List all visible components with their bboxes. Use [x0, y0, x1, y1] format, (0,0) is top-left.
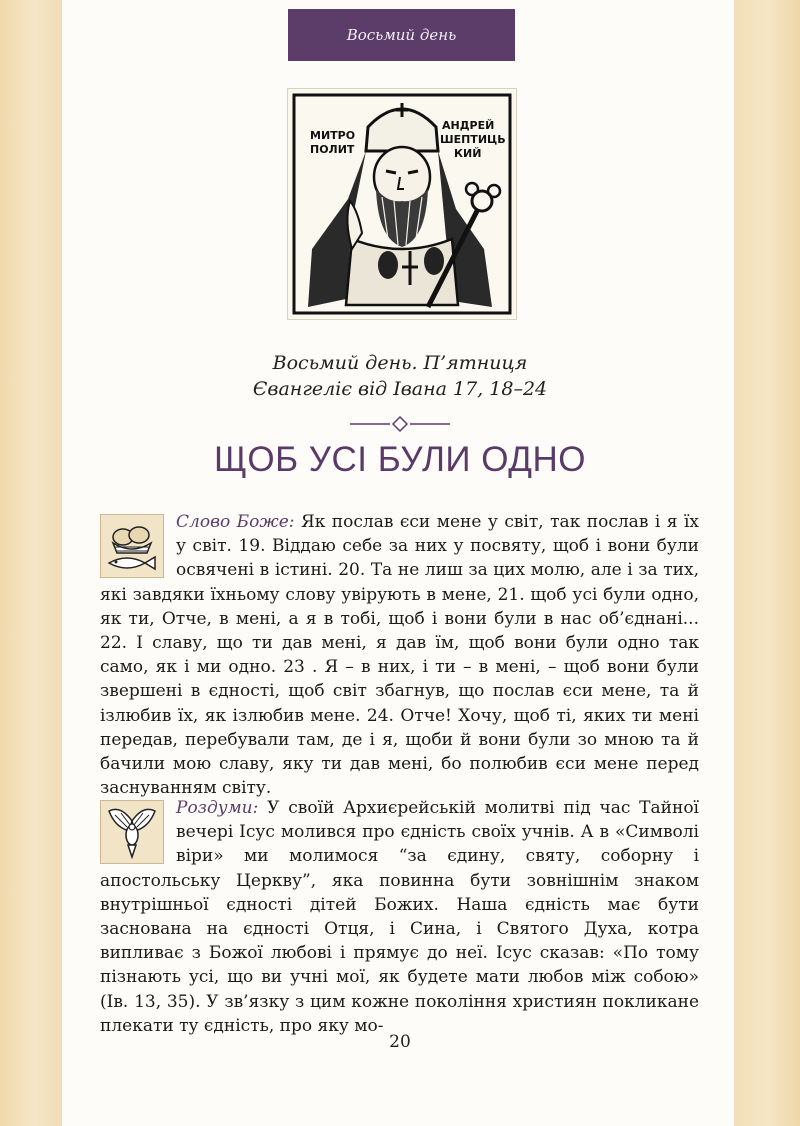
- page-number: 20: [389, 1032, 411, 1052]
- portrait-woodcut: [287, 88, 517, 320]
- chapter-title: ЩОБ УСІ БУЛИ ОДНО: [214, 440, 586, 479]
- page-edge-left: [0, 0, 62, 1126]
- scripture-lead: Слово Боже:: [176, 512, 301, 532]
- page-edge-right: [734, 0, 800, 1126]
- portrait-label-right-1: АНДРЕЙ: [442, 119, 495, 132]
- portrait-label-left-2: ПОЛИТ: [310, 143, 355, 156]
- section-tab: Восьмий день: [288, 9, 515, 61]
- portrait-label-right-3: КИЙ: [454, 147, 482, 160]
- metropolitan-portrait-illustration: [288, 89, 516, 319]
- scripture-text: Як послав єси мене у світ, так послав і я їх у світ. 19. Віддаю себе за них у посвяту, щоб і вони були освячені в істині. 20. Та не лиш за цих молю, але і за тих, які завдяки їхньому слову увірують в мене, 21. щоб усі були одно, як ти, Отче, в мені, а я в тобі, щоб і вони були в нас об’єднані... 22. І славу, що ти дав мені, я дав їм, щоб вони були одно так само, як і ми одно. 23 . Я – в них, і ти – в мені, – щоб вони були звершені в єдності, щоб світ збагнув, що послав єси мене, та й ізлюбив їх, як ізлюбив мене. 24. Отче! Хочу, щоб ті, яких ти мені передав, перебували там, де і я, щоби й вони були зо мною та й бачили мою славу, яку ти дав мені, бо полюбив єси мене перед заснуванням світу.: [100, 512, 699, 799]
- bread-and-fish-icon: [100, 514, 164, 578]
- reflection-lead: Роздуми:: [176, 798, 268, 818]
- day-subtitle: Восьмий день. П’ятниця: [272, 352, 528, 374]
- scripture-paragraph: [100, 510, 699, 800]
- portrait-label-right-2: ШЕПТИЦЬ: [440, 133, 506, 146]
- reflection-paragraph: [100, 796, 699, 1038]
- dove-icon: [100, 800, 164, 864]
- reflection-text: У своїй Архиєрейській молитві під час Тайної вечері Ісус молився про єдність своїх учнів. А в «Символі віри» ми молимося “за єдину, святу, соборну і апостольську Церкву”, яка повинна бути зовнішнім знаком внутрішньої єдності дітей Божих. Наша єдність має бути заснована на єдності Отця, і Сина, і Святого Духа, котра випливає з Божої любові і прямує до неї. Ісус сказав: «По тому пізнають усі, що ви учні мої, як будете мати любов між собою» (Ів. 13, 35). У зв’язку з цим кожне покоління християн покликане плекати ту єдність, про яку мо-: [100, 798, 699, 1036]
- portrait-label-left-1: МИТРО: [310, 129, 356, 142]
- gospel-reference: Євангеліє від Івана 17, 18–24: [252, 378, 548, 400]
- diamond-divider-icon: [350, 414, 450, 434]
